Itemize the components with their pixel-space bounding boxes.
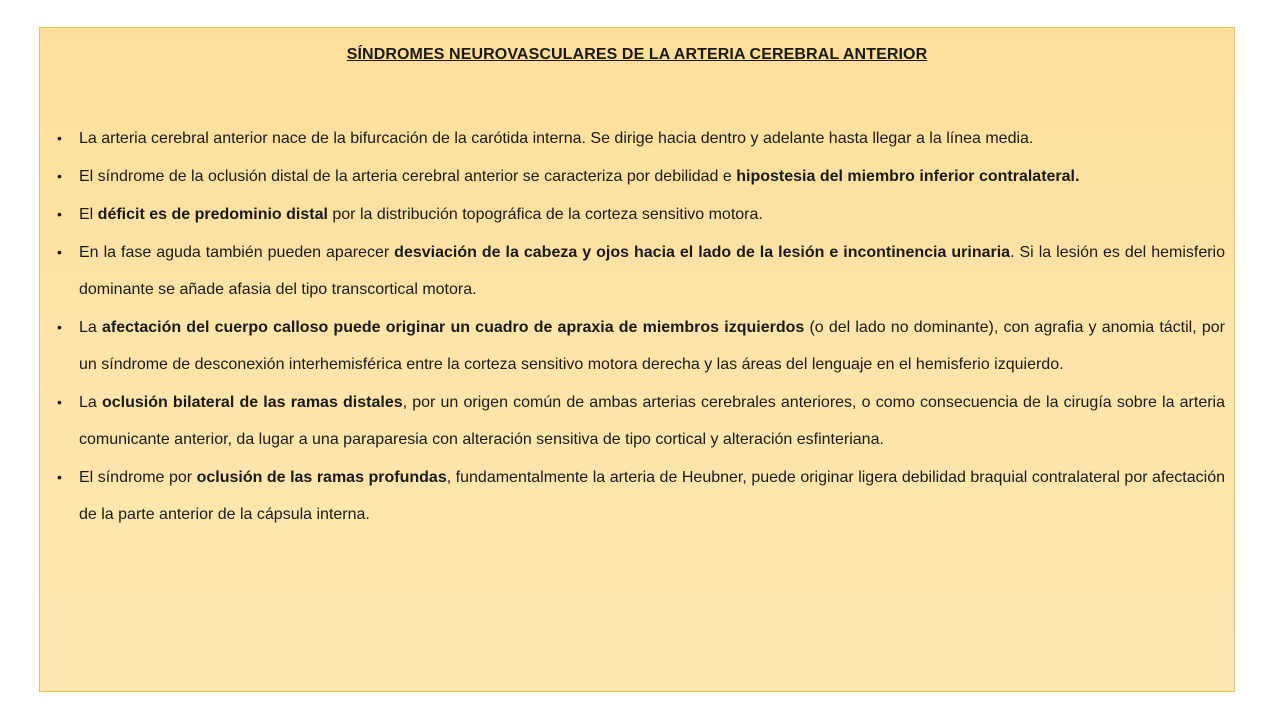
bullet-list bbox=[55, 120, 1225, 533]
bullet-icon: • bbox=[57, 244, 62, 260]
bullet-text-segment: (o del lado no dominante), con agrafia y anomia táctil, por un síndrome de desconexión interhemisférica entre la corteza sensitivo motora derecha y las áreas del lenguaje en el hemisferio izquierdo. bbox=[79, 319, 1225, 373]
bullet-text bbox=[79, 319, 1225, 373]
bullet-text-bold-segment: hipostesia del miembro inferior contralateral. bbox=[736, 168, 1080, 185]
bullet-icon: • bbox=[57, 469, 62, 485]
bullet-text bbox=[79, 130, 1033, 147]
bullet-text-segment: El bbox=[79, 206, 98, 223]
bullet-text bbox=[79, 394, 1225, 448]
bullet-text-segment: La bbox=[79, 394, 102, 411]
bullet-text-bold-segment: desviación de la cabeza y ojos hacia el lado de la lesión e incontinencia urinaria bbox=[394, 244, 1011, 261]
bullet-text-segment: . Si la lesión es del hemisferio dominante se añade afasia del tipo transcortical motora. bbox=[79, 244, 1226, 298]
bullet-text-bold-segment: déficit es de predominio distal bbox=[97, 206, 328, 223]
bullet-item bbox=[55, 309, 1225, 383]
bullet-icon: • bbox=[57, 319, 62, 335]
bullet-item bbox=[55, 384, 1225, 458]
bullet-text bbox=[79, 469, 1225, 523]
bullet-item bbox=[55, 158, 1225, 195]
slide-content-box bbox=[39, 27, 1235, 692]
bullet-text-segment: En la fase aguda también pueden aparecer bbox=[79, 244, 395, 261]
bullet-text-segment: El síndrome por bbox=[79, 469, 197, 486]
bullet-text-bold-segment: oclusión de las ramas profundas bbox=[196, 469, 447, 486]
bullet-text-segment: , por un origen común de ambas arterias cerebrales anteriores, o como consecuencia de la cirugía sobre la arteria comunicante anterior, da lugar a una paraparesia con alteración sensitiva de tipo cortical y alteración esfinteriana. bbox=[79, 394, 1226, 448]
bullet-text bbox=[79, 168, 1079, 185]
bullet-item bbox=[55, 459, 1225, 533]
bullet-text-bold-segment: oclusión bilateral de las ramas distales bbox=[101, 394, 403, 411]
bullet-icon: • bbox=[57, 206, 62, 222]
slide-title: SÍNDROMES NEUROVASCULARES DE LA ARTERIA CEREBRAL ANTERIOR bbox=[346, 46, 928, 63]
bullet-text-segment: por la distribución topográfica de la corteza sensitivo motora. bbox=[327, 206, 763, 223]
bullet-item bbox=[55, 120, 1225, 157]
bullet-text-segment: La bbox=[79, 319, 102, 336]
bullet-icon: • bbox=[57, 168, 62, 184]
bullet-text bbox=[79, 244, 1225, 298]
bullet-text bbox=[79, 206, 763, 223]
bullet-item bbox=[55, 196, 1225, 233]
bullet-text-bold-segment: afectación del cuerpo calloso puede originar un cuadro de apraxia de miembros izquierdos bbox=[101, 319, 805, 336]
bullet-icon: • bbox=[57, 394, 62, 410]
bullet-icon: • bbox=[57, 130, 62, 146]
bullet-text-segment: , fundamentalmente la arteria de Heubner, puede originar ligera debilidad braquial contralateral por afectación de la parte anterior de la cápsula interna. bbox=[79, 469, 1225, 523]
bullet-item bbox=[55, 234, 1225, 308]
bullet-text-segment: La arteria cerebral anterior nace de la bifurcación de la carótida interna. Se dirige hacia dentro y adelante hasta llegar a la línea media. bbox=[79, 130, 1034, 147]
bullet-text-segment: El síndrome de la oclusión distal de la arteria cerebral anterior se caracteriza por debilidad e bbox=[79, 168, 737, 185]
